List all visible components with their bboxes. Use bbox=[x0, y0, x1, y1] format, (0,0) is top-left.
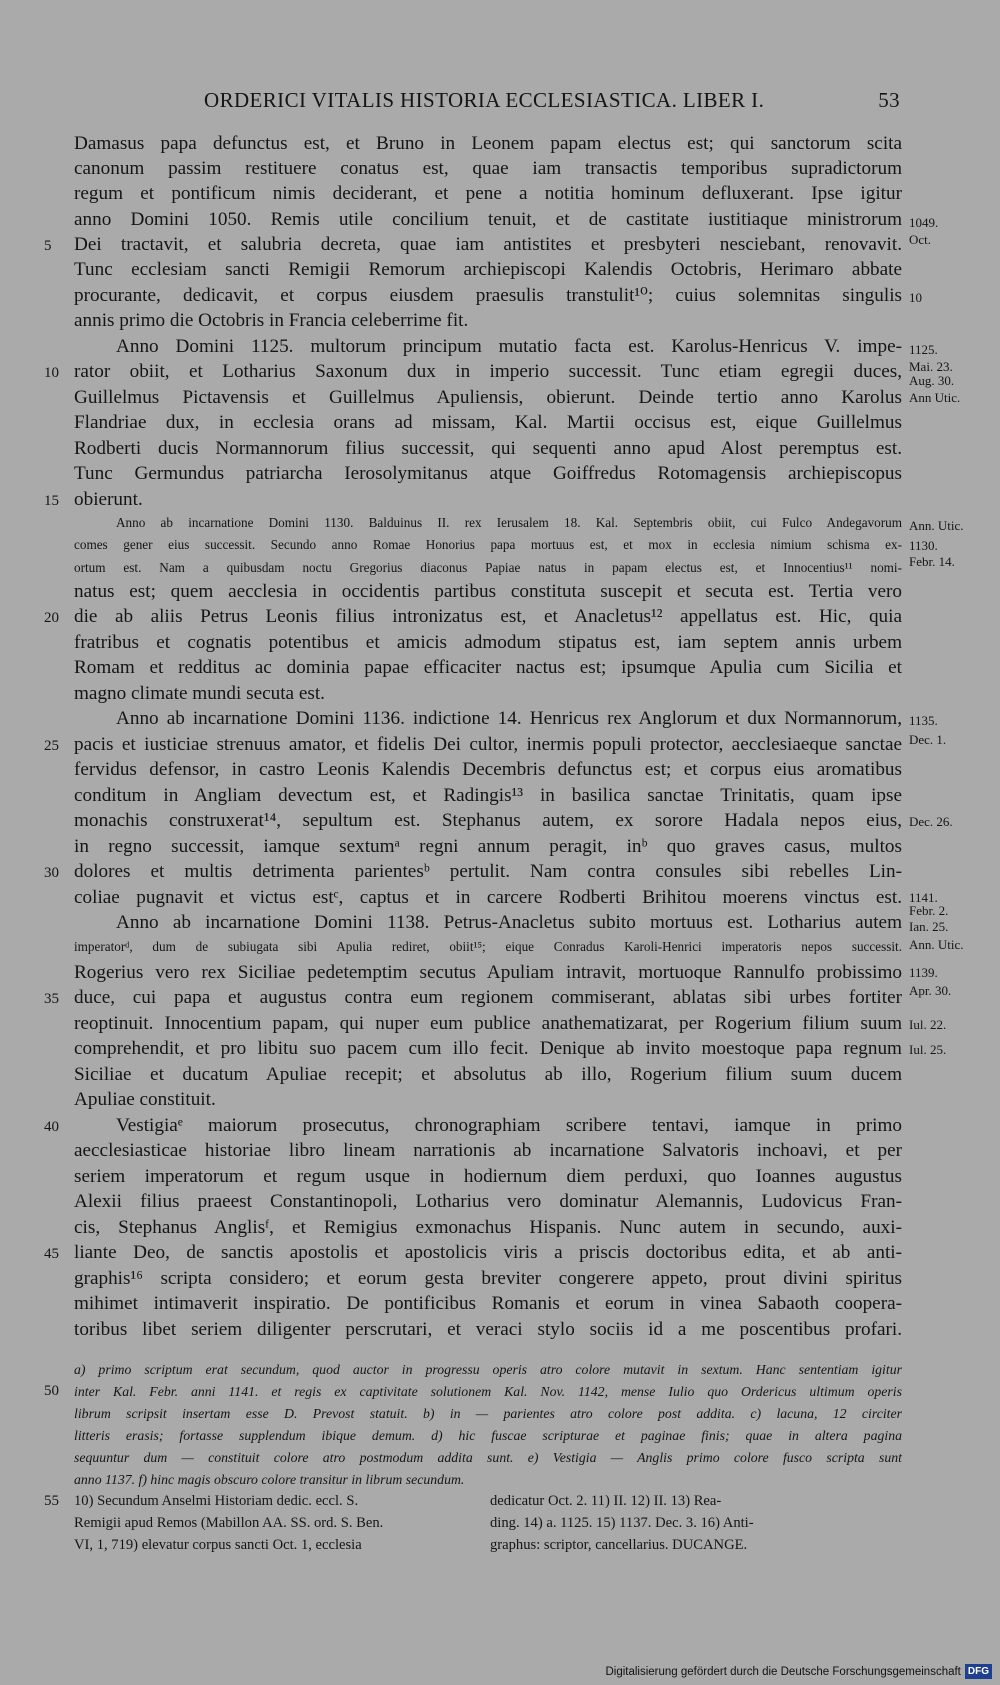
text-line: Rodberti ducis Normannorum filius successit, qui sequenti anno apud Alost peremptus est. bbox=[74, 438, 902, 459]
text-line: toribus libet seriem diligenter perscrutari, et veraci stylo sociis id a me poscentibus profari. bbox=[74, 1319, 902, 1340]
text-line-small: imperatorᵈ, dum de subiugata sibi Apulia rediret, obiit¹⁵; eique Conradus Karoli-Henrici imperatoris nepos successit. bbox=[74, 939, 902, 954]
line-number: 35 bbox=[44, 991, 59, 1007]
footnote-line: sequuntur dum — constituit colore atro postmodum addita sunt. e) Vestigia — Anglis primo colore fusco scripta sunt bbox=[74, 1450, 902, 1465]
margin-note: Iul. 25. bbox=[909, 1042, 947, 1057]
text-line: Anno Domini 1125. multorum principum mutatio facta est. Karolus-Henricus V. impe- bbox=[116, 336, 902, 357]
line-number: 5 bbox=[44, 238, 52, 254]
text-line: pacis et iusticiae strenuus amator, et fidelis Dei cultor, inermis populi protector, aecclesiaeque sanctae bbox=[74, 734, 902, 755]
text-line: annis primo die Octobris in Francia celeberrime fit. bbox=[74, 310, 469, 331]
text-line: duce, cui papa et augustus contra eum regionem commiserant, ablatas sibi urbes fortiter bbox=[74, 987, 902, 1008]
text-line: graphis¹⁶ scripta considero; et eorum gesta breviter congerere appeto, prout divini spiritus bbox=[74, 1268, 902, 1289]
text-line: Guillelmus Pictavensis et Guillelmus Apuliensis, obierunt. Deinde tertio anno Karolus bbox=[74, 387, 902, 408]
text-line: anno Domini 1050. Remis utile concilium tenuit, et de castitate iustitiaque ministrorum bbox=[74, 209, 902, 230]
text-line: canonum passim restituere conatus est, quae iam transactis temporibus supradictorum bbox=[74, 158, 902, 179]
note-line: VI, 1, 719) elevatur corpus sancti Oct. 1, ecclesia bbox=[74, 1537, 362, 1553]
text-line: rator obiit, et Lotharius Saxonum dux in imperio successit. Tunc etiam egregii duces, bbox=[74, 361, 902, 382]
text-line: coliae pugnavit et victus estᶜ, captus et in carcere Rodberti Brihitou moerens vinctus est. bbox=[74, 887, 902, 908]
text-line: obierunt. bbox=[74, 489, 143, 510]
line-number: 30 bbox=[44, 865, 59, 881]
note-line: ding. 14) a. 1125. 15) 1137. Dec. 3. 16) Anti- bbox=[490, 1515, 754, 1531]
line-number: 25 bbox=[44, 738, 59, 754]
text-line: seriem imperatorum et regum usque in hodiernum diem perduxi, quo Ioannes augustus bbox=[74, 1166, 902, 1187]
dfg-logo: DFG bbox=[965, 1664, 992, 1679]
margin-note: Mai. 23. bbox=[909, 359, 953, 374]
text-line: Anno ab incarnatione Domini 1138. Petrus-Anacletus subito mortuus est. Lotharius autem bbox=[116, 912, 902, 933]
text-line: reoptinuit. Innocentium papam, qui nuper eum publice anathematizarat, per Rogerium filium suum bbox=[74, 1013, 902, 1034]
text-line-small: comes gener eius successit. Secundo anno Romae Honorius papa mortuus est, et mox in ecclesia nimium schisma ex- bbox=[74, 537, 902, 552]
margin-note: 1139. bbox=[909, 965, 938, 980]
text-line: Apuliae constituit. bbox=[74, 1089, 216, 1110]
margin-note: Ann Utic. bbox=[909, 390, 961, 405]
text-line: regum et pontificum nimis deciderant, et pene a notitia hominum defluxerant. Ipse igitur bbox=[74, 183, 902, 204]
margin-note: 1135. bbox=[909, 713, 938, 728]
text-line: fratribus et cognatis potentibus et amicis admodum stipatus est, iam septem annis urbem bbox=[74, 632, 902, 653]
margin-note: 1049. bbox=[909, 215, 939, 230]
margin-note: Dec. 26. bbox=[909, 814, 953, 829]
margin-note: 10 bbox=[909, 290, 922, 305]
text-line: fervidus defensor, in castro Leonis Kalendis Decembris defunctus est; et corpus eius aromatibus bbox=[74, 759, 902, 780]
margin-note: Iul. 22. bbox=[909, 1017, 947, 1032]
text-line: Damasus papa defunctus est, et Bruno in Leonem papam electus est; qui sanctorum scita bbox=[74, 133, 902, 154]
margin-note: Febr. 14. bbox=[909, 554, 955, 569]
text-line: monachis construxerat¹⁴, sepultum est. Stephanus autem, ex sorore Hadala nepos eius, bbox=[74, 810, 902, 831]
text-line: procurante, dedicavit, et corpus eiusdem praesulis transtulit¹⁰; cuius solemnitas singulis bbox=[74, 285, 902, 306]
line-number: 20 bbox=[44, 610, 59, 626]
margin-note: 1141. bbox=[909, 890, 938, 905]
note-line: graphus: scriptor, cancellarius. DUCANGE. bbox=[490, 1537, 748, 1553]
page-number: 53 bbox=[878, 88, 900, 112]
running-title: ORDERICI VITALIS HISTORIA ECCLESIASTICA. LIBER I. bbox=[204, 88, 765, 112]
line-number: 50 bbox=[44, 1383, 59, 1399]
text-line: liante Deo, de sanctis apostolis et apostolicis viris a priscis doctoribus edita, et ab anti- bbox=[74, 1242, 902, 1263]
text-line: Romam et redditus ac dominia papae efficaciter nactus est; ipsumque Apulia cum Sicilia et bbox=[74, 657, 902, 678]
text-line: aecclesiasticae historiae libro lineam narrationis ab incarnatione Salvatoris inchoavi, et per bbox=[74, 1140, 902, 1161]
margin-note: Febr. 2. bbox=[909, 903, 949, 918]
text-line: Dei tractavit, et salubria decreta, quae iam antistites et presbyteri nesciebant, renovavit. bbox=[74, 234, 902, 255]
text-line: Tunc ecclesiam sancti Remigii Remorum archiepiscopi Kalendis Octobris, Herimaro abbate bbox=[74, 259, 902, 280]
margin-note: Dec. 1. bbox=[909, 732, 947, 747]
margin-note: 1130. bbox=[909, 538, 938, 553]
margin-note: Ann. Utic. bbox=[909, 518, 964, 533]
text-line: Flandriae dux, in ecclesia orans ad missam, Kal. Martii occisus est, eique Guillelmus bbox=[74, 412, 902, 433]
margin-note: Apr. 30. bbox=[909, 983, 952, 998]
text-line: mihimet intimaverit inspiratio. De pontificibus Romanis et eorum in vinea Sabaoth coopera- bbox=[74, 1293, 902, 1314]
text-line: conditum in Angliam devectum est, et Radingis¹³ in basilica sanctae Trinitatis, quam ipse bbox=[74, 785, 902, 806]
footnote-line: anno 1137. f) hinc magis obscuro colore transitur in librum secundum. bbox=[74, 1472, 465, 1487]
text-line: dolores et multis detrimenta parientesᵇ pertulit. Nam contra consules sibi rebelles Lin- bbox=[74, 861, 902, 882]
text-line: in regno successit, iamque sextumᵃ regni annum peragit, inᵇ quo graves casus, multos bbox=[74, 836, 902, 857]
margin-note: Ann. Utic. bbox=[909, 937, 964, 952]
text-line-small: ortum est. Nam a quibusdam noctu Gregorius diaconus Papiae natus in papam electus est, et Innocentius¹¹ nomi- bbox=[74, 560, 902, 575]
footnote-line: litteris erasis; fortasse supplendum ibique demum. d) hic fuscae scripturae et paginae finis; quae in altera pagina bbox=[74, 1428, 902, 1443]
margin-note: Oct. bbox=[909, 232, 932, 247]
text-line: cis, Stephanus Anglisᶠ, et Remigius exmonachus Hispanis. Nunc autem in secundo, auxi- bbox=[74, 1217, 902, 1238]
footnote-line: inter Kal. Febr. anni 1141. et regis ex captivitate solutionem Kal. Nov. 1142, mense Iulio quo Ordericus ultimum operis bbox=[74, 1384, 902, 1399]
text-line: comprehendit, et pro libitu suo pacem cum illo fecit. Denique ab invito moestoque papa regnum bbox=[74, 1038, 902, 1059]
line-number: 10 bbox=[44, 365, 59, 381]
text-line: Tunc Germundus patriarcha Ierosolymitanus atque Goiffredus Rotomagensis archiepiscopus bbox=[74, 463, 902, 484]
text-line: Anno ab incarnatione Domini 1136. indictione 14. Henricus rex Anglorum et dux Normannorum, bbox=[116, 708, 902, 729]
text-line: Vestigiaᵉ maiorum prosecutus, chronographiam scribere tentavi, iamque in primo bbox=[116, 1115, 902, 1136]
line-number: 55 bbox=[44, 1493, 59, 1509]
text-line: die ab aliis Petrus Leonis filius intronizatus est, et Anacletus¹² appellatus est. Hic, quia bbox=[74, 606, 902, 627]
digitization-credit bbox=[605, 1664, 992, 1679]
text-line: magno climate mundi secuta est. bbox=[74, 683, 325, 704]
footnote-line: librum scripsit insertam esse D. Prevost statuit. b) in — parientes atro colore post addita. c) lacuna, 12 circiter bbox=[74, 1406, 902, 1421]
digitization-text: Digitalisierung gefördert durch die Deutsche Forschungsgemeinschaft bbox=[605, 1665, 961, 1678]
line-number: 45 bbox=[44, 1246, 59, 1262]
line-number: 15 bbox=[44, 493, 59, 509]
margin-note: Aug. 30. bbox=[909, 373, 955, 388]
text-line: Alexii filius praeest Constantinopoli, Lotharius vero dominatur Alemannis, Ludovicus Fran- bbox=[74, 1191, 902, 1212]
line-number: 40 bbox=[44, 1119, 59, 1135]
text-line: Siciliae et ducatum Apuliae recepit; et absolutus ab illo, Rogerium filium suum ducem bbox=[74, 1064, 902, 1085]
margin-note: Ian. 25. bbox=[909, 919, 949, 934]
text-line: natus est; quem aecclesia in occidentis partibus constituta suscepit et secuta est. Tertia vero bbox=[74, 581, 902, 602]
note-line: dedicatur Oct. 2. 11) II. 12) II. 13) Rea- bbox=[490, 1493, 722, 1509]
text-line: Rogerius vero rex Siciliae pedetemptim secutus Apuliam intravit, mortuoque Rannulfo probissimo bbox=[74, 962, 902, 983]
footnote-line: a) primo scriptum erat secundum, quod auctor in progressu operis atro colore mutavit in sextum. Hanc sententiam igitur bbox=[74, 1362, 902, 1377]
note-line: 10) Secundum Anselmi Historiam dedic. eccl. S. bbox=[74, 1493, 359, 1509]
margin-note: 1125. bbox=[909, 342, 938, 357]
text-line-small: Anno ab incarnatione Domini 1130. Balduinus II. rex Ierusalem 18. Kal. Septembris obiit, cui Fulco Andegavorum bbox=[116, 515, 902, 530]
note-line: Remigii apud Remos (Mabillon AA. SS. ord. S. Ben. bbox=[74, 1515, 384, 1531]
